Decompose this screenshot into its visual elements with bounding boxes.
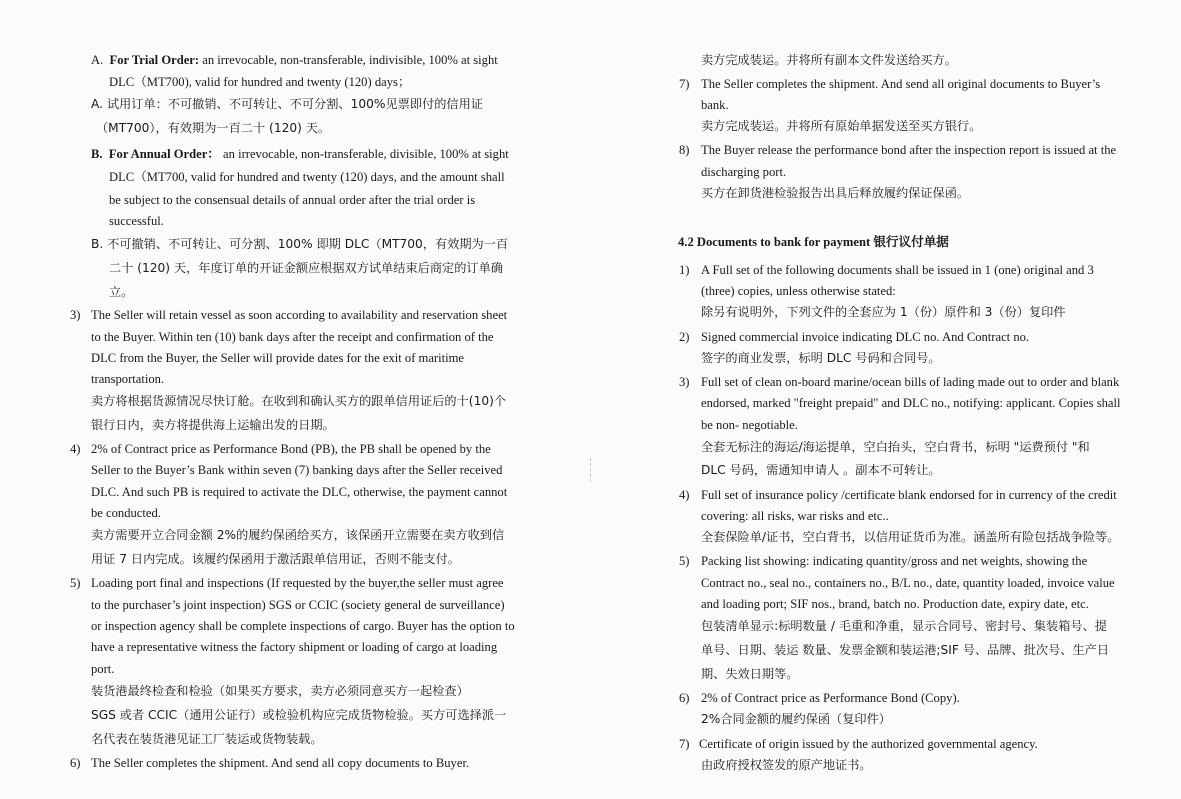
section-heading: 4.2 Documents to bank for payment 银行议付单据	[678, 235, 949, 249]
doc-3-number: 3)	[679, 375, 690, 389]
doc-1-en-line-2: (three) copies, unless otherwise stated:	[701, 284, 896, 298]
doc-2-en-line: Signed commercial invoice indicating DLC no. And Contract no.	[701, 330, 1030, 344]
doc-5-cn-line-3: 期、失效日期等。	[701, 667, 799, 681]
doc-7-cn-line: 由政府授权签发的原产地证书。	[701, 758, 872, 772]
item-8-en-line-1: The Buyer release the performance bond after the inspection report is issued at the	[701, 143, 1117, 157]
item-8-number: 8)	[679, 143, 690, 157]
item-3-en-line-3: DLC from the Buyer, the Seller will provide dates for the exit of maritime	[91, 351, 465, 365]
doc-3-cn-line-2: DLC 号码，需通知申请人 。副本不可转让。	[701, 463, 941, 477]
doc-1-number: 1)	[679, 263, 690, 277]
item-3-cn-line-2: 银行日内，卖方将提供海上运输出发的日期。	[91, 418, 335, 432]
doc-4-number: 4)	[679, 488, 690, 502]
doc-3-en-line-2: endorsed, marked "freight prepaid" and DLC no., notifying: applicant. Copies shall	[701, 396, 1121, 410]
item-5-en-line-1: Loading port final and inspections (If requested by the buyer,the seller must agree	[91, 576, 504, 590]
item-5-cn-line-1: 装货港最终检查和检验（如果买方要求，卖方必须同意买方一起检查）	[91, 684, 469, 698]
item-7-en-line-2: bank.	[701, 98, 729, 112]
item-b-en-line-3: be subject to the consensual details of annual order after the trial order is	[109, 193, 476, 207]
item-6-number: 6)	[70, 756, 81, 770]
doc-6-en-line: 2% of Contract price as Performance Bond (Copy).	[701, 691, 960, 705]
item-5-number: 5)	[70, 576, 81, 590]
item-3-cn-line-1: 卖方将根据货源情况尽快订舱。在收到和确认买方的跟单信用证后的十(10)个	[91, 394, 507, 408]
continued-cn-line: 卖方完成装运。并将所有副本文件发送给买方。	[701, 53, 957, 67]
item-a-cn-line-1: A. 试用订单：不可撤销、不可转让、不可分割、100%见票即付的信用证	[91, 97, 483, 111]
doc-3-cn-line-1: 全套无标注的海运/海运提单，空白抬头，空白背书，标明 "运费预付 "和	[701, 440, 1090, 454]
item-8-en-line-2: discharging port.	[701, 165, 787, 179]
item-5-en-line-3: or inspection agency shall be complete inspections of cargo. Buyer has the option to	[91, 619, 515, 633]
item-5-cn-line-3: 名代表在装货港见证工厂装运或货物装载。	[91, 732, 323, 746]
doc-5-cn-line-1: 包装清单显示:标明数量 / 毛重和净重，显示合同号、密封号、集装箱号、提	[701, 619, 1107, 633]
item-7-number: 7)	[679, 77, 690, 91]
item-b-en-line-2: DLC（MT700, valid for hundred and twenty (120) days, and the amount shall	[109, 170, 505, 184]
item-a-en-line-2: DLC（MT700), valid for hundred and twenty (120) days；	[109, 75, 411, 89]
item-7-cn-line: 卖方完成装运。并将所有原始单据发送至买方银行。	[701, 119, 982, 133]
doc-3-en-line-3: be non- negotiable.	[701, 418, 798, 432]
item-8-cn-line: 买方在卸货港检验报告出具后释放履约保证保函。	[701, 186, 970, 200]
item-3-en-line-4: transportation.	[91, 372, 165, 386]
doc-6-cn-line: 2%合同金额的履约保函（复印件）	[701, 712, 891, 726]
item-b-cn-line-1: B. 不可撤销、不可转让、可分割、100% 即期 DLC（MT700，有效期为一百	[91, 237, 509, 251]
doc-5-en-line-1: Packing list showing: indicating quantity/gross and net weights, showing the	[701, 554, 1088, 568]
doc-4-en-line-2: covering: all risks, war risks and etc..	[701, 509, 889, 523]
item-7-en-line-1: The Seller completes the shipment. And send all original documents to Buyer’s	[701, 77, 1101, 91]
doc-3-en-line-1: Full set of clean on-board marine/ocean bills of lading made out to order and blank	[701, 375, 1120, 389]
doc-5-cn-line-2: 单号、日期、装运 数量、发票金额和装运港;SIF 号、品牌、批次号、生产日	[701, 643, 1110, 657]
item-4-en-line-4: be conducted.	[91, 506, 161, 520]
item-b-en-line-4: successful.	[109, 214, 164, 228]
item-b-cn-line-2: 二十 (120) 天，年度订单的开证金额应根据双方试单结束后商定的订单确	[109, 261, 503, 275]
item-5-en-line-4: have a representative witness the factory shipment or loading of cargo at loading	[91, 640, 498, 654]
item-b-en-line-1: B. For Annual Order： an irrevocable, non-transferable, divisible, 100% at sight	[91, 147, 509, 161]
item-6-en-line-1: The Seller completes the shipment. And send all copy documents to Buyer.	[91, 756, 470, 770]
item-4-cn-line-1: 卖方需要开立合同金额 2%的履约保函给买方，该保函开立需要在卖方收到信	[91, 528, 505, 542]
doc-5-en-line-2: Contract no., seal no., containers no., B/L no., date, quantity loaded, invoice value	[701, 576, 1115, 590]
doc-2-number: 2)	[679, 330, 690, 344]
item-4-cn-line-2: 用证 7 日内完成。该履约保函用于激活跟单信用证，否则不能支付。	[91, 552, 460, 566]
item-4-number: 4)	[70, 442, 81, 456]
item-a-en-line-1: A. For Trial Order: an irrevocable, non-transferable, indivisible, 100% at sight	[91, 53, 498, 67]
item-4-en-line-2: Seller to the Buyer’s Bank within seven (7) banking days after the Seller received	[91, 463, 503, 477]
item-3-en-line-1: The Seller will retain vessel as soon according to availability and reservation sheet	[91, 308, 508, 322]
doc-4-en-line-1: Full set of insurance policy /certificate blank endorsed for in currency of the credit	[701, 488, 1117, 502]
item-4-en-line-3: DLC. And such PB is required to activate the DLC, otherwise, the payment cannot	[91, 485, 508, 499]
page-fold-mark	[590, 458, 592, 482]
doc-2-cn-line: 签字的商业发票，标明 DLC 号码和合同号。	[701, 351, 941, 365]
item-3-number: 3)	[70, 308, 81, 322]
item-4-en-line-1: 2% of Contract price as Performance Bond (PB), the PB shall be opened by the	[91, 442, 491, 456]
doc-7-en-line: Certificate of origin issued by the authorized governmental agency.	[699, 737, 1038, 751]
item-5-en-line-5: port.	[91, 662, 115, 676]
doc-6-number: 6)	[679, 691, 690, 705]
item-3-en-line-2: to the Buyer. Within ten (10) bank days after the receipt and confirmation of the	[91, 330, 494, 344]
item-a-cn-line-2: （MT700），有效期为一百二十 (120) 天。	[96, 121, 331, 135]
item-5-en-line-2: to the purchaser’s joint inspection) SGS or CCIC (society general de surveillance)	[91, 598, 505, 612]
item-5-cn-line-2: SGS 或者 CCIC（通用公证行）或检验机构应完成货物检验。买方可选择派一	[91, 708, 507, 722]
doc-7-number: 7)	[679, 737, 690, 751]
doc-5-en-line-3: and loading port; SIF nos., brand, batch no. Production date, expiry date, etc.	[701, 597, 1089, 611]
doc-5-number: 5)	[679, 554, 690, 568]
doc-1-cn-line: 除另有说明外，下列文件的全套应为 1（份）原件和 3（份）复印件	[701, 305, 1066, 319]
item-b-cn-line-3: 立。	[109, 285, 134, 299]
doc-1-en-line-1: A Full set of the following documents shall be issued in 1 (one) original and 3	[701, 263, 1094, 277]
doc-4-cn-line: 全套保险单/证书，空白背书，以信用证货币为准。涵盖所有险包括战争险等。	[701, 530, 1120, 544]
